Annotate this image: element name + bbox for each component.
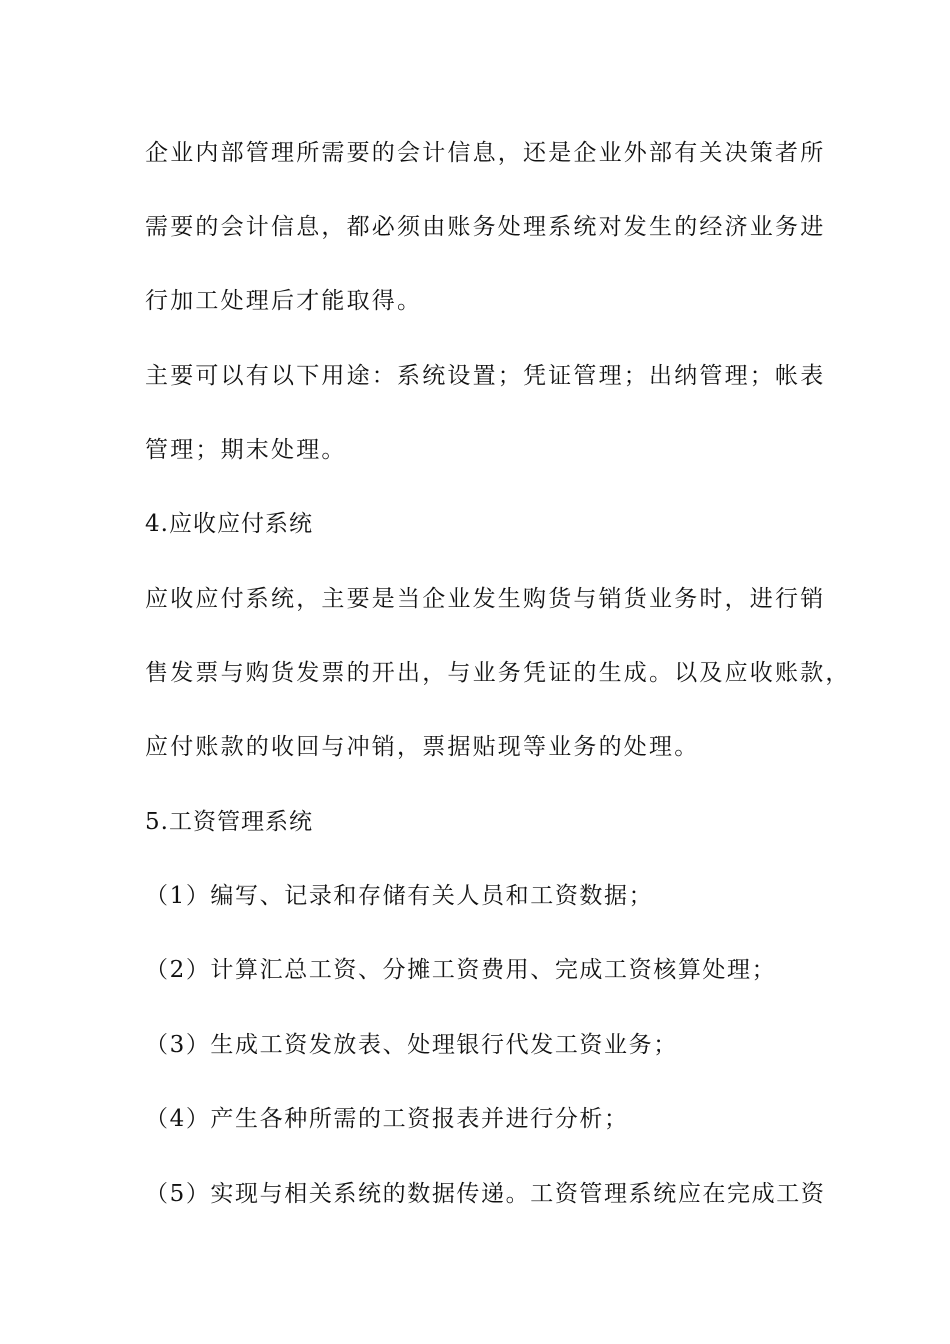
- paragraph-1-line-1: 企业内部管理所需要的会计信息，还是企业外部有关决策者所: [145, 140, 826, 166]
- section-5-item-2: （2）计算汇总工资、分摊工资费用、完成工资核算处理；: [145, 957, 777, 983]
- section-4-line-2: 售发票与购货发票的开出，与业务凭证的生成。以及应收账款，: [145, 660, 851, 686]
- paragraph-1-line-3: 行加工处理后才能取得。: [145, 288, 423, 314]
- paragraph-2-line-2: 管理；期末处理。: [145, 437, 347, 463]
- paragraph-1-line-2: 需要的会计信息，都必须由账务处理系统对发生的经济业务进: [145, 214, 826, 240]
- section-5-item-5: （5）实现与相关系统的数据传递。工资管理系统应在完成工资: [145, 1181, 826, 1207]
- section-5-heading: 5.工资管理系统: [145, 809, 313, 835]
- paragraph-2-line-1: 主要可以有以下用途：系统设置；凭证管理；出纳管理；帐表: [145, 363, 826, 389]
- section-5-item-4: （4）产生各种所需的工资报表并进行分析；: [145, 1106, 629, 1132]
- section-4-heading: 4.应收应付系统: [145, 511, 313, 537]
- section-4-line-1: 应收应付系统，主要是当企业发生购货与销货业务时，进行销: [145, 586, 826, 612]
- section-5-item-3: （3）生成工资发放表、处理银行代发工资业务；: [145, 1032, 678, 1058]
- section-4-line-3: 应付账款的收回与冲销，票据贴现等业务的处理。: [145, 734, 700, 760]
- section-5-item-1: （1）编写、记录和存储有关人员和工资数据；: [145, 883, 654, 909]
